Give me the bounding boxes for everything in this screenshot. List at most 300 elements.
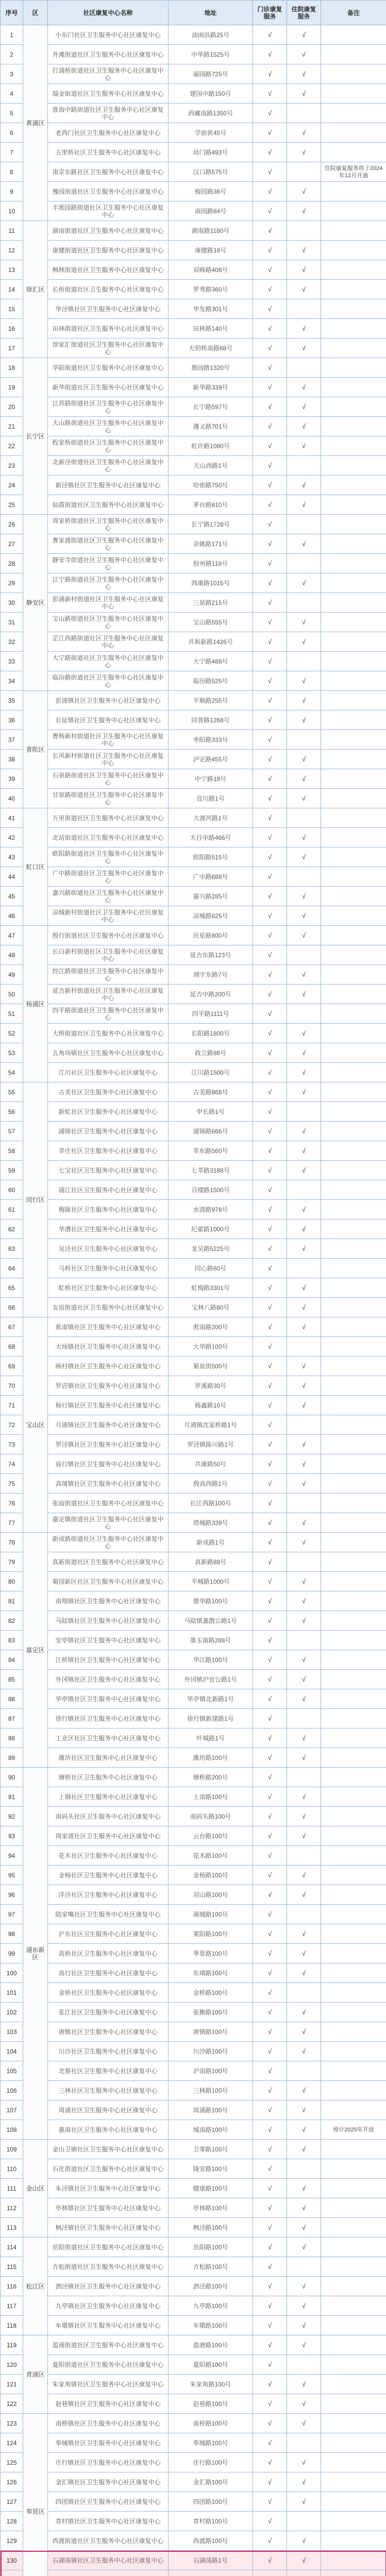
inpatient-mark: √ xyxy=(287,2042,321,2061)
table-row xyxy=(1,338,386,358)
center-address: 健康路100号 xyxy=(169,2179,253,2198)
inpatient-mark xyxy=(287,1983,321,2003)
outpatient-mark: √ xyxy=(253,808,287,828)
outpatient-mark: √ xyxy=(253,1670,287,1689)
outpatient-mark: √ xyxy=(253,1063,287,1082)
center-address: 车墩路100号 xyxy=(169,2316,253,2335)
table-row xyxy=(1,1748,386,1768)
center-name: 浦江社区卫生服务中心社区康复中心 xyxy=(48,1180,169,1200)
district-cell: 长宁区 xyxy=(23,358,48,515)
row-number: 39 xyxy=(1,769,23,789)
table-row xyxy=(1,2316,386,2335)
outpatient-mark: √ xyxy=(253,671,287,691)
table-row xyxy=(1,1200,386,1219)
center-address: 隆安路100号 xyxy=(169,2159,253,2179)
note-cell xyxy=(321,985,386,1004)
outpatient-mark: √ xyxy=(253,319,287,338)
outpatient-mark: √ xyxy=(253,2375,287,2394)
outpatient-mark: √ xyxy=(253,1317,287,1337)
note-cell xyxy=(321,789,386,808)
inpatient-mark: √ xyxy=(287,1357,321,1376)
center-address: 延吉中路200号 xyxy=(169,985,253,1004)
table-row xyxy=(1,1063,386,1082)
note-cell xyxy=(321,241,386,260)
note-cell xyxy=(321,2081,386,2100)
outpatient-mark: √ xyxy=(253,1415,287,1435)
note-cell xyxy=(321,1944,386,1963)
table-row xyxy=(1,1826,386,1846)
note-cell xyxy=(321,25,386,45)
inpatient-mark xyxy=(287,162,321,182)
table-row xyxy=(1,182,386,201)
table-row xyxy=(1,1689,386,1709)
center-name: 浦锦社区卫生服务中心社区康复中心 xyxy=(48,1122,169,1141)
table-body xyxy=(1,25,386,2576)
inpatient-mark: √ xyxy=(287,143,321,162)
table-row xyxy=(1,691,386,710)
row-number: 41 xyxy=(1,808,23,828)
note-cell xyxy=(321,1337,386,1357)
row-number: 124 xyxy=(1,2433,23,2453)
outpatient-mark: √ xyxy=(253,750,287,769)
inpatient-mark: √ xyxy=(287,2316,321,2335)
center-address: 塘桥路200号 xyxy=(169,1768,253,1787)
table-row xyxy=(1,554,386,573)
inpatient-mark: √ xyxy=(287,534,321,554)
note-cell xyxy=(321,84,386,104)
center-name: 三林社区卫生服务中心社区康复中心 xyxy=(48,2081,169,2100)
table-row xyxy=(1,221,386,241)
inpatient-mark: √ xyxy=(287,2277,321,2296)
row-number: 18 xyxy=(1,358,23,378)
center-name: 菊园新区社区卫生服务中心社区康复中心 xyxy=(48,1572,169,1591)
outpatient-mark: √ xyxy=(253,1826,287,1846)
table-row xyxy=(1,534,386,554)
table-row xyxy=(1,945,386,965)
center-name: 友谊街道社区卫生服务中心社区康复中心 xyxy=(48,1298,169,1317)
table-row xyxy=(1,965,386,985)
row-number: 12 xyxy=(1,241,23,260)
row-number: 129 xyxy=(1,2531,23,2551)
row-number: 98 xyxy=(1,1924,23,1944)
note-cell xyxy=(321,1768,386,1787)
center-address: 长宁路597号 xyxy=(169,397,253,417)
center-address: 平城路1000号 xyxy=(169,1572,253,1591)
table-row xyxy=(1,2218,386,2238)
center-name: 南桥镇社区卫生服务中心社区康复中心 xyxy=(48,2414,169,2433)
center-address: 中华路1525号 xyxy=(169,45,253,64)
table-row xyxy=(1,1611,386,1631)
table-row xyxy=(1,1122,386,1141)
inpatient-mark: √ xyxy=(287,182,321,201)
table-row xyxy=(1,45,386,64)
outpatient-mark: √ xyxy=(253,985,287,1004)
inpatient-mark: √ xyxy=(287,1670,321,1689)
table-row xyxy=(1,2394,386,2414)
outpatient-mark: √ xyxy=(253,280,287,299)
center-address: 天目中路466号 xyxy=(169,828,253,848)
center-address: 沪南路100号 xyxy=(169,2061,253,2081)
center-name: 华亭镇社区卫生服务中心社区康复中心 xyxy=(48,1689,169,1709)
outpatient-mark: √ xyxy=(253,2198,287,2218)
center-name: 庄行镇社区卫生服务中心社区康复中心 xyxy=(48,2453,169,2472)
center-address: 临汾路525号 xyxy=(169,671,253,691)
center-name: 马桥社区卫生服务中心社区康复中心 xyxy=(48,1259,169,1278)
outpatient-mark: √ xyxy=(253,1748,287,1768)
center-name: 罗泾镇社区卫生服务中心社区康复中心 xyxy=(48,1435,169,1454)
table-row xyxy=(1,828,386,848)
center-name: 亭林镇社区卫生服务中心社区康复中心 xyxy=(48,2198,169,2218)
note-cell xyxy=(321,2061,386,2081)
center-address: 共康路50号 xyxy=(169,1454,253,1474)
outpatient-mark: √ xyxy=(253,2218,287,2238)
center-address: 西康路1015号 xyxy=(169,573,253,593)
table-row xyxy=(1,1650,386,1670)
inpatient-mark: √ xyxy=(287,84,321,104)
inpatient-mark: √ xyxy=(287,2218,321,2238)
table-row xyxy=(1,1963,386,1983)
outpatient-mark: √ xyxy=(253,965,287,985)
center-name: 张江社区卫生服务中心社区康复中心 xyxy=(48,2003,169,2022)
outpatient-mark: √ xyxy=(253,926,287,945)
center-address: 大渡河路1号 xyxy=(169,808,253,828)
center-name: 真新街道社区卫生服务中心社区康复中心 xyxy=(48,1552,169,1572)
inpatient-mark: √ xyxy=(287,1963,321,1983)
center-address: 月浦镇沈家桥路1号 xyxy=(169,1415,253,1435)
note-cell xyxy=(321,2159,386,2179)
district-cell: 嘉定区 xyxy=(23,1533,48,1768)
row-number: 62 xyxy=(1,1219,23,1239)
row-number: 111 xyxy=(1,2179,23,2198)
note-cell xyxy=(321,848,386,867)
inpatient-mark: √ xyxy=(287,1533,321,1552)
center-name: 长桥街道社区卫生服务中心社区康复中心 xyxy=(48,280,169,299)
note-cell xyxy=(321,534,386,554)
center-name: 新华街道社区卫生服务中心社区康复中心 xyxy=(48,378,169,397)
center-address: 湖南路1180号 xyxy=(169,221,253,241)
note-cell xyxy=(321,1963,386,1983)
center-name: 程家桥街道社区卫生服务中心社区康复中心 xyxy=(48,436,169,456)
note-cell xyxy=(321,221,386,241)
inpatient-mark: √ xyxy=(287,1944,321,1963)
note-cell xyxy=(321,1494,386,1513)
outpatient-mark: √ xyxy=(253,1239,287,1259)
note-cell xyxy=(321,808,386,828)
note-cell xyxy=(321,280,386,299)
header-no: 序号 xyxy=(1,1,23,25)
district-cell: 徐汇区 xyxy=(23,221,48,358)
outpatient-mark: √ xyxy=(253,534,287,554)
district-cell: 青浦区 xyxy=(23,2335,48,2414)
center-address: 唐镇路100号 xyxy=(169,2022,253,2042)
row-number: 45 xyxy=(1,887,23,906)
inpatient-mark xyxy=(287,593,321,613)
center-address: 外冈镇沪宜公路1号 xyxy=(169,1670,253,1689)
row-number: 59 xyxy=(1,1161,23,1180)
center-name: 欧阳路街道社区卫生服务中心社区康复中心 xyxy=(48,848,169,867)
inpatient-mark: √ xyxy=(287,573,321,593)
inpatient-mark: √ xyxy=(287,1278,321,1298)
center-address: 赵巷路100号 xyxy=(169,2394,253,2414)
outpatient-mark: √ xyxy=(253,241,287,260)
center-address: 四团路100号 xyxy=(169,2492,253,2512)
row-number: 108 xyxy=(1,2120,23,2140)
center-address: 嘉兴路285号 xyxy=(169,887,253,906)
center-address: 方松路100号 xyxy=(169,2257,253,2277)
center-name: 枫泾镇社区卫生服务中心社区康复中心 xyxy=(48,2218,169,2238)
outpatient-mark xyxy=(253,2570,287,2576)
center-name: 江苏路街道社区卫生服务中心社区康复中心 xyxy=(48,397,169,417)
inpatient-mark: √ xyxy=(287,1376,321,1396)
table-row xyxy=(1,417,386,436)
row-number: 112 xyxy=(1,2198,23,2218)
table-row xyxy=(1,1219,386,1239)
center-address: 卫零路100号 xyxy=(169,2140,253,2159)
inpatient-mark: √ xyxy=(287,280,321,299)
inpatient-mark: √ xyxy=(287,2120,321,2140)
note-cell xyxy=(321,2570,386,2576)
district-cell: 金山区 xyxy=(23,2140,48,2238)
row-number: 35 xyxy=(1,691,23,710)
center-name: 嘉定镇街道社区卫生服务中心社区康复中心 xyxy=(48,1513,169,1533)
outpatient-mark: √ xyxy=(253,1728,287,1748)
row-number: 126 xyxy=(1,2472,23,2492)
note-cell xyxy=(321,2316,386,2335)
note-cell xyxy=(321,1278,386,1298)
center-name: 新泾镇社区卫生服务中心社区康复中心 xyxy=(48,476,169,495)
note-cell xyxy=(321,2472,386,2492)
note-cell xyxy=(321,1141,386,1161)
row-number: 106 xyxy=(1,2081,23,2100)
outpatient-mark: √ xyxy=(253,2061,287,2081)
outpatient-mark: √ xyxy=(253,1298,287,1317)
inpatient-mark xyxy=(287,1631,321,1650)
row-number: 80 xyxy=(1,1572,23,1591)
district-cell: 闵行区 xyxy=(23,1082,48,1317)
row-number: 74 xyxy=(1,1454,23,1474)
outpatient-mark: √ xyxy=(253,2551,287,2570)
header-name: 社区康复中心名称 xyxy=(48,1,169,25)
note-cell xyxy=(321,2394,386,2414)
outpatient-mark: √ xyxy=(253,397,287,417)
row-number: 79 xyxy=(1,1552,23,1572)
center-name: 外冈镇社区卫生服务中心社区康复中心 xyxy=(48,1670,169,1689)
note-cell xyxy=(321,554,386,573)
inpatient-mark: √ xyxy=(287,2492,321,2512)
outpatient-mark: √ xyxy=(253,2100,287,2120)
center-name: 方松街道社区卫生服务中心社区康复中心 xyxy=(48,2257,169,2277)
inpatient-mark xyxy=(287,2159,321,2179)
inpatient-mark: √ xyxy=(287,2296,321,2316)
note-cell xyxy=(321,2198,386,2218)
table-row xyxy=(1,1239,386,1259)
outpatient-mark: √ xyxy=(253,2257,287,2277)
center-name: 大宁路街道社区卫生服务中心社区康复中心 xyxy=(48,652,169,671)
table-row xyxy=(1,1357,386,1376)
outpatient-mark: √ xyxy=(253,1552,287,1572)
outpatient-mark: √ xyxy=(253,417,287,436)
inpatient-mark: √ xyxy=(287,2453,321,2472)
table-row xyxy=(1,789,386,808)
note-cell xyxy=(321,515,386,534)
center-address: 长阳路1800号 xyxy=(169,1024,253,1043)
row-number: 85 xyxy=(1,1670,23,1689)
inpatient-mark: √ xyxy=(287,1748,321,1768)
inpatient-mark: √ xyxy=(287,1787,321,1807)
outpatient-mark: √ xyxy=(253,1807,287,1826)
center-name: 南码头社区卫生服务中心社区康复中心 xyxy=(48,1807,169,1826)
row-number: 32 xyxy=(1,632,23,652)
outpatient-mark: √ xyxy=(253,2277,287,2296)
center-name: 延吉新村街道社区卫生服务中心社区康复中心 xyxy=(48,985,169,1004)
inpatient-mark: √ xyxy=(287,2394,321,2414)
note-cell xyxy=(321,769,386,789)
center-name: 南京东路社区卫生服务中心社区康复中心 xyxy=(48,162,169,182)
inpatient-mark xyxy=(287,1768,321,1787)
table-row xyxy=(1,1396,386,1415)
note-cell xyxy=(321,417,386,436)
outpatient-mark: √ xyxy=(253,2335,287,2355)
outpatient-mark: √ xyxy=(253,378,287,397)
center-address: 泸定路455号 xyxy=(169,750,253,769)
outpatient-mark: √ xyxy=(253,2394,287,2414)
center-name: 唐镇社区卫生服务中心社区康复中心 xyxy=(48,2022,169,2042)
outpatient-mark: √ xyxy=(253,2022,287,2042)
row-number: 33 xyxy=(1,652,23,671)
row-number: 28 xyxy=(1,554,23,573)
outpatient-mark: √ xyxy=(253,848,287,867)
table-row xyxy=(1,750,386,769)
outpatient-mark: √ xyxy=(253,1219,287,1239)
table-row xyxy=(1,2140,386,2159)
note-cell xyxy=(321,671,386,691)
outpatient-mark: √ xyxy=(253,1866,287,1885)
row-number: 50 xyxy=(1,985,23,1004)
center-address: 宜川路1号 xyxy=(169,789,253,808)
row-number: 101 xyxy=(1,1983,23,2003)
table-row xyxy=(1,1846,386,1866)
note-cell xyxy=(321,1591,386,1611)
center-name: 古美社区卫生服务中心社区康复中心 xyxy=(48,1082,169,1102)
inpatient-mark xyxy=(287,1552,321,1572)
note-cell xyxy=(321,1435,386,1454)
center-address: 马陆镇嘉戬公路1号 xyxy=(169,1611,253,1631)
outpatient-mark: √ xyxy=(253,1122,287,1141)
note-cell xyxy=(321,1415,386,1435)
table-row xyxy=(1,2257,386,2277)
inpatient-mark: √ xyxy=(287,1161,321,1180)
row-number: 51 xyxy=(1,1004,23,1024)
note-cell xyxy=(321,1709,386,1728)
note-cell xyxy=(321,2433,386,2453)
outpatient-mark: √ xyxy=(253,593,287,613)
center-address: 共和新路1426号 xyxy=(169,632,253,652)
note-cell xyxy=(321,2453,386,2472)
table-row xyxy=(1,456,386,476)
outpatient-mark: √ xyxy=(253,1944,287,1963)
table-row xyxy=(1,1259,386,1278)
center-address: 华江路100号 xyxy=(169,1650,253,1670)
table-row xyxy=(1,201,386,221)
outpatient-mark: √ xyxy=(253,2159,287,2179)
inpatient-mark: √ xyxy=(287,613,321,632)
outpatient-mark: √ xyxy=(253,2238,287,2257)
outpatient-mark: √ xyxy=(253,1435,287,1454)
center-name: 豫园街道社区卫生服务中心社区康复中心 xyxy=(48,182,169,201)
center-address: 徐行镇新建路1号 xyxy=(169,1709,253,1728)
row-number: 100 xyxy=(1,1963,23,1983)
table-row xyxy=(1,1102,386,1122)
inpatient-mark xyxy=(287,299,321,319)
row-number: 89 xyxy=(1,1748,23,1768)
inpatient-mark: √ xyxy=(287,1024,321,1043)
inpatient-mark: √ xyxy=(287,260,321,280)
center-address: 真新路88号 xyxy=(169,1552,253,1572)
center-address: 季景路100号 xyxy=(169,1944,253,1963)
inpatient-mark: √ xyxy=(287,2335,321,2355)
center-address: 平顺路255号 xyxy=(169,691,253,710)
center-address: 金杨路100号 xyxy=(169,1866,253,1885)
note-cell xyxy=(321,123,386,143)
inpatient-mark: √ xyxy=(287,1650,321,1670)
note-cell xyxy=(321,319,386,338)
note-cell xyxy=(321,1004,386,1024)
row-number: 90 xyxy=(1,1768,23,1787)
center-name: 洋泾社区卫生服务中心社区康复中心 xyxy=(48,1885,169,1905)
table-row xyxy=(1,1670,386,1689)
outpatient-mark: √ xyxy=(253,945,287,965)
center-address: 丽园路725号 xyxy=(169,64,253,84)
inpatient-mark: √ xyxy=(287,926,321,945)
table-row xyxy=(1,515,386,534)
center-name: 彭浦镇社区卫生服务中心社区康复中心 xyxy=(48,691,169,710)
outpatient-mark: √ xyxy=(253,1161,287,1180)
row-number: 72 xyxy=(1,1415,23,1435)
inpatient-mark: √ xyxy=(287,378,321,397)
center-address: 梅园路36号 xyxy=(169,182,253,201)
table-row xyxy=(1,2100,386,2120)
center-address: 塔城路339号 xyxy=(169,1513,253,1533)
outpatient-mark: √ xyxy=(253,1885,287,1905)
district-cell: 静安区 xyxy=(23,515,48,691)
header-address: 地址 xyxy=(169,1,253,25)
inpatient-mark: √ xyxy=(287,2238,321,2257)
center-name: 嘉兴路街道社区卫生服务中心社区康复中心 xyxy=(48,887,169,906)
outpatient-mark: √ xyxy=(253,495,287,515)
center-address: 泗泾路100号 xyxy=(169,2277,253,2296)
note-cell xyxy=(321,2296,386,2316)
inpatient-mark: √ xyxy=(287,1122,321,1141)
row-number: 130 xyxy=(1,2551,23,2570)
center-name: 赵巷镇社区卫生服务中心社区康复中心 xyxy=(48,2394,169,2414)
table-row xyxy=(1,926,386,945)
inpatient-mark xyxy=(287,2512,321,2531)
inpatient-mark: √ xyxy=(287,1924,321,1944)
note-cell xyxy=(321,1552,386,1572)
table-row xyxy=(1,378,386,397)
inpatient-mark: √ xyxy=(287,319,321,338)
center-name: 湖南街道社区卫生服务中心社区康复中心 xyxy=(48,221,169,241)
outpatient-mark: √ xyxy=(253,1572,287,1591)
note-cell xyxy=(321,1807,386,1826)
center-name: 西渡街道社区卫生服务中心社区康复中心 xyxy=(48,2531,169,2551)
note-cell xyxy=(321,906,386,926)
row-number: 47 xyxy=(1,926,23,945)
row-number: 10 xyxy=(1,201,23,221)
outpatient-mark: √ xyxy=(253,887,287,906)
inpatient-mark xyxy=(287,358,321,378)
outpatient-mark: √ xyxy=(253,1631,287,1650)
